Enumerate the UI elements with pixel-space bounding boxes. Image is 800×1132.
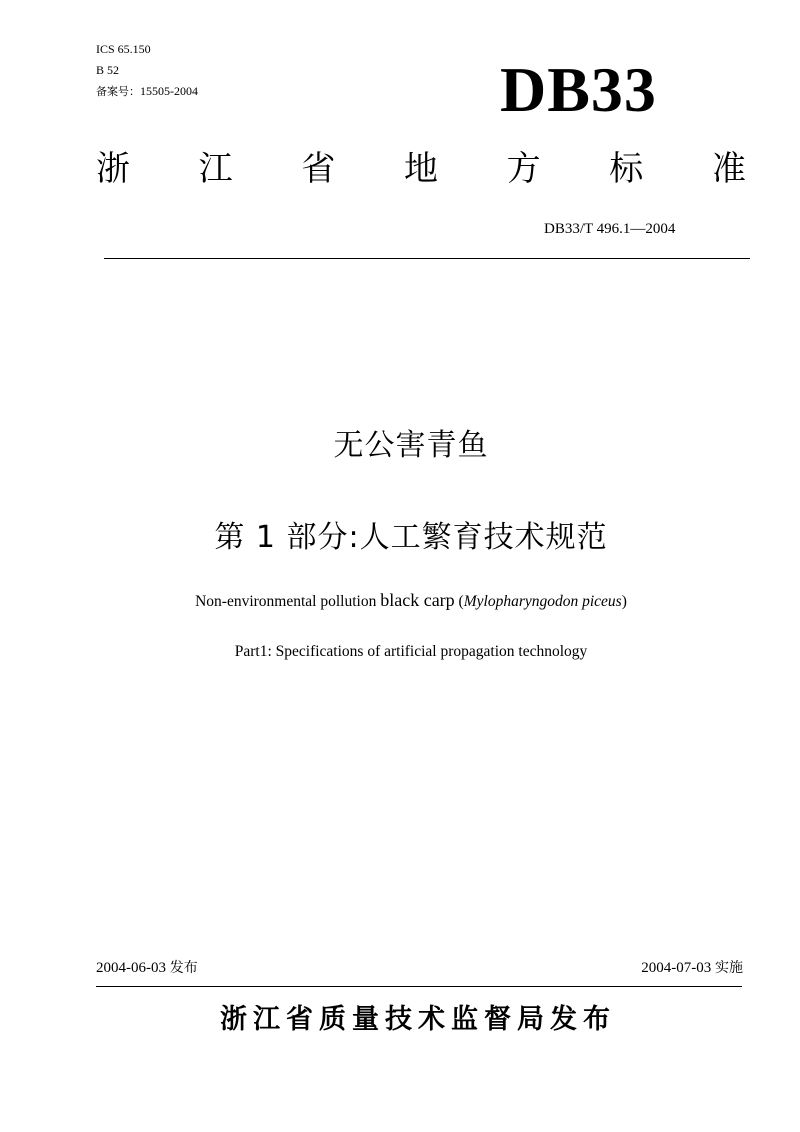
org-title-char: 地	[403, 149, 438, 189]
org-title	[96, 147, 746, 191]
implement-date	[641, 958, 743, 978]
document-title-en	[0, 590, 800, 612]
category-code: B 52	[96, 63, 120, 77]
org-title-char: 省	[301, 149, 336, 189]
document-subtitle-en: Part1: Specifications of artificial propagation technology	[234, 643, 588, 660]
document-title-cn: 无公害青鱼	[333, 428, 489, 463]
implement-date-label: 实施	[715, 960, 743, 976]
registration-value: 15505-2004	[140, 84, 198, 98]
implement-date-value: 2004-07-03	[641, 960, 712, 976]
title-en-part1: Non-environmental pollution	[195, 593, 381, 610]
ics-code: ICS 65.150	[96, 42, 151, 56]
org-title-char: 浙	[96, 149, 130, 189]
title-en-latin: Mylopharyngodon piceus	[463, 593, 622, 610]
org-title-char: 江	[198, 149, 233, 189]
standard-number: DB33/T 496.1—2004	[544, 221, 676, 237]
registration-label: 备案号：	[96, 85, 140, 98]
registration-number	[96, 84, 198, 99]
org-title-char: 方	[506, 149, 541, 189]
standard-logo: DB33	[500, 54, 657, 125]
header-divider	[104, 258, 750, 259]
org-title-char: 标	[609, 149, 644, 189]
issue-date	[96, 958, 198, 978]
issue-date-label: 发布	[169, 960, 198, 976]
org-title-char: 准	[711, 149, 746, 189]
footer-divider	[96, 986, 742, 987]
issuing-authority: 浙江省质量技术监督局发布	[220, 1004, 616, 1035]
title-en-part2: black carp	[380, 590, 455, 610]
title-en-part4: )	[621, 593, 627, 610]
title-en-part3: (	[454, 593, 464, 610]
document-subtitle-cn: 第 1 部分:人工繁育技术规范	[214, 520, 608, 555]
issue-date-value: 2004-06-03	[96, 960, 166, 976]
